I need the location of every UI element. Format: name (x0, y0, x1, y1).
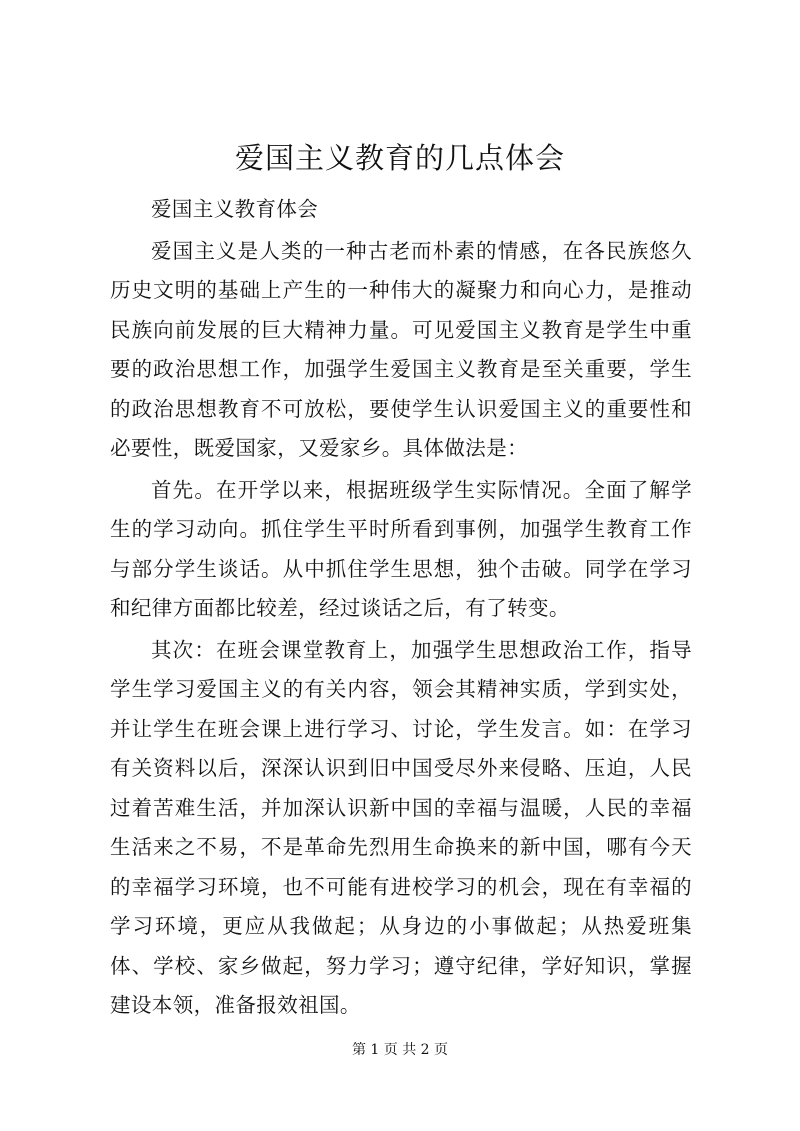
intro-paragraph: 爱国主义是人类的一种古老而朴素的情感，在各民族悠久历史文明的基础上产生的一种伟大的凝聚力和向心力，是推动民族向前发展的巨大精神力量。可见爱国主义教育是学生中重要的政治思想工作，加强学生爱国主义教育是至关重要，学生的政治思想教育不可放松，要使学生认识爱国主义的重要性和必要性，既爱国家，又爱家乡。具体做法是： (110, 238, 692, 460)
document-title: 爱国主义教育的几点体会 (234, 141, 565, 175)
page-footer: 第 1 页 共 2 页 (351, 1042, 449, 1058)
document-body (110, 190, 692, 1028)
subtitle-paragraph: 爱国主义教育体会 (151, 197, 319, 221)
first-point-paragraph: 首先。在开学以来，根据班级学生实际情况。全面了解学生的学习动向。抓住学生平时所看到事例，加强学生教育工作与部分学生谈话。从中抓住学生思想，独个击破。同学在学习和纪律方面都比较差，经过谈话之后，有了转变。 (110, 477, 692, 620)
second-point-paragraph: 其次：在班会课堂教育上，加强学生思想政治工作，指导学生学习爱国主义的有关内容，领会其精神实质，学到实处，并让学生在班会课上进行学习、讨论，学生发言。如：在学习有关资料以后，深深认识到旧中国受尽外来侵略、压迫，人民过着苦难生活，并加深认识新中国的幸福与温暖，人民的幸福生活来之不易，不是革命先烈用生命换来的新中国，哪有今天的幸福学习环境，也不可能有进校学习的机会，现在有幸福的学习环境，更应从我做起；从身边的小事做起；从热爱班集体、学校、家乡做起，努力学习；遵守纪律，学好知识，掌握建设本领，准备报效祖国。 (110, 637, 692, 1017)
